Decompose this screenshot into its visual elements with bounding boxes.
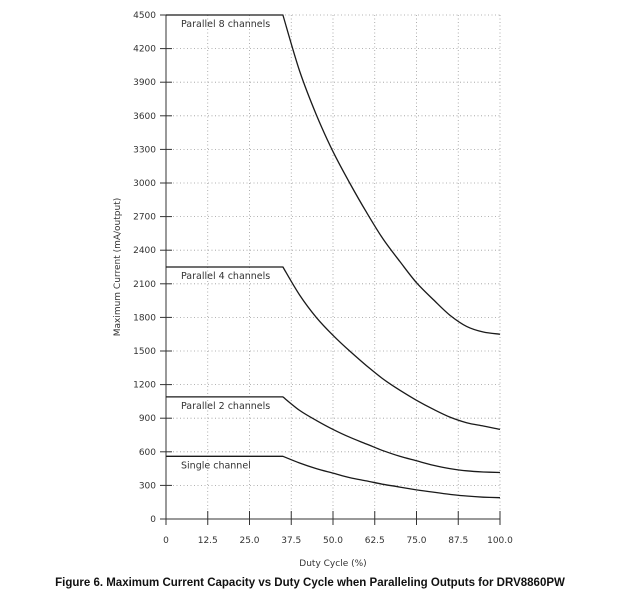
x-tick-label: 87.5 xyxy=(448,536,469,546)
y-tick-label: 4500 xyxy=(133,11,156,21)
series-label: Parallel 8 channels xyxy=(181,19,271,30)
x-tick-label: 50.0 xyxy=(322,536,344,546)
y-tick-label: 3000 xyxy=(133,179,156,189)
x-tick-label: 0 xyxy=(163,536,169,546)
series-label: Single channel xyxy=(181,460,251,472)
y-tick-label: 2400 xyxy=(133,246,156,257)
series-labels xyxy=(181,19,270,471)
y-tick-label: 4200 xyxy=(133,44,156,55)
y-tick-label: 3600 xyxy=(133,111,156,122)
series-label: Parallel 2 channels xyxy=(181,400,271,412)
y-tick-label: 1500 xyxy=(133,347,156,357)
y-tick-label: 2700 xyxy=(133,212,156,223)
x-tick-label: 37.5 xyxy=(281,536,302,546)
y-tick-label: 900 xyxy=(138,414,156,425)
x-tick-label: 25.0 xyxy=(239,536,260,546)
y-tick-label: 600 xyxy=(138,447,156,458)
y-tick-label: 1200 xyxy=(133,380,156,391)
x-tick-label: 62.5 xyxy=(364,536,385,546)
y-tick-label: 3300 xyxy=(133,145,156,156)
y-tick-label: 2100 xyxy=(133,279,156,290)
x-tick-label: 12.5 xyxy=(197,536,218,546)
y-tick-label: 3900 xyxy=(133,78,156,89)
y-axis-title: Maximum Current (mA/output) xyxy=(113,197,123,337)
series-label: Parallel 4 channels xyxy=(181,271,271,282)
y-tick-label: 0 xyxy=(150,515,156,525)
x-axis-title: Duty Cycle (%) xyxy=(299,559,367,569)
figure-caption: Figure 6. Maximum Current Capacity vs Duty Cycle when Paralleling Outputs for DRV8860PW xyxy=(55,577,565,589)
series-line xyxy=(166,15,500,334)
x-tick-label: 100.0 xyxy=(487,536,513,546)
y-tick-label: 1800 xyxy=(133,313,156,324)
x-tick-label: 75.0 xyxy=(406,536,427,546)
y-tick-label: 300 xyxy=(138,481,156,492)
